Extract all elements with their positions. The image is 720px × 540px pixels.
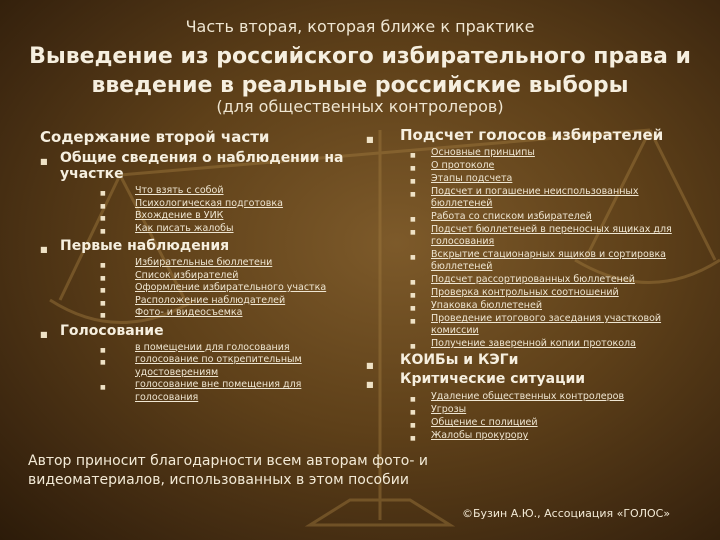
section-voting-list [40,342,360,405]
bullet-icon: ■ [100,227,106,235]
section-koib: ■ КОИБы и КЭГи [366,352,686,369]
list-item[interactable]: ■ Фото- и видеосъемка [40,307,360,320]
acknowledgement-text: Автор приносит благодарности всем авторам фото- и видеоматериалов, использованных в этом пособии [28,453,428,488]
bullet-icon: ■ [410,409,416,416]
list-item[interactable]: ■ Что взять с собой [40,185,360,198]
bullet-icon: ■ [100,359,106,366]
section-first-observations-list [40,257,360,320]
bullet-icon: ■ [100,262,106,269]
bullet-icon: ■ [410,152,416,159]
bullet-icon: ■ [410,343,416,350]
bullet-icon: ■ [410,216,416,223]
copyright-text: ©Бузин А.Ю., Ассоциация «ГОЛОС» [462,507,671,520]
section-voting [40,323,360,339]
bullet-icon: ■ [40,245,48,254]
bullet-icon: ■ [410,178,416,185]
bullet-icon: ■ [410,435,416,442]
list-item[interactable]: ■ О протоколе [366,160,686,172]
bullet-icon: ■ [100,287,106,294]
bullet-icon: ■ [410,318,416,325]
section-critical: ■ Критические ситуации [366,371,686,388]
header-subtitle: Часть вторая, которая ближе к практике [185,17,535,36]
list-item[interactable]: ■ Избирательные бюллетени [40,257,360,270]
page-title: Выведение из российского избирательного права и введение в реальные российские выборы [29,44,691,98]
bullet-icon: ■ [100,215,106,222]
bullet-icon: ■ [100,299,106,307]
counting-list [366,147,686,350]
bullet-icon: ■ [40,329,48,339]
section-label: Голосование [60,322,164,339]
list-item[interactable]: ■ Вхождение в УИК [40,210,360,223]
list-item[interactable]: ■ голосование по открепительным удостоверениям [100,354,302,378]
left-heading: Содержание второй части [40,128,270,146]
section-general [40,150,360,182]
section-label: Общие сведения о наблюдении на участке [60,150,344,182]
list-item[interactable]: ■ Оформление избирательного участка [40,282,360,295]
bullet-icon: ■ [410,422,416,429]
bullet-icon: ■ [410,279,416,286]
bullet-icon: ■ [366,135,374,144]
bullet-icon: ■ [100,312,106,319]
section-general-list [40,185,360,235]
list-item[interactable]: ■ Психологическая подготовка [40,198,360,211]
list-item[interactable]: ■ Проведение итогового заседания участковой комиссии [410,313,662,336]
list-item[interactable]: ■ Подсчет рассортированных бюллетеней [366,274,686,286]
list-item[interactable]: ■ Угрозы [366,404,686,416]
bullet-icon: ■ [410,254,416,261]
list-item[interactable]: ■ Получение заверенной копии протокола [366,338,686,350]
section-first-observations [40,238,360,254]
bullet-icon: ■ [100,190,106,197]
bullet-icon: ■ [100,346,106,354]
list-item[interactable]: ■ Проверка контрольных соотношений [366,287,686,299]
right-heading: ■ Подсчет голосов избирателей [366,126,686,144]
bullet-icon: ■ [100,202,106,210]
left-column [40,128,360,406]
list-item[interactable]: ■ Вскрытие стационарных ящиков и сортировка бюллетеней [410,249,667,272]
list-item[interactable]: ■ Этапы подсчета [366,173,686,185]
list-item[interactable]: ■ Общение с полицией [366,417,686,429]
list-item[interactable]: ■ Работа со списком избирателей [366,211,686,223]
bullet-icon: ■ [410,292,416,299]
bullet-icon: ■ [366,380,374,389]
list-item[interactable]: ■ голосование вне помещения для голосования [100,379,302,403]
list-item[interactable]: ■ Удаление общественных контролеров [366,391,686,403]
list-item[interactable]: ■ Подсчет бюллетеней в переносных ящиках для голосования [410,224,672,247]
bullet-icon: ■ [410,191,416,198]
list-item[interactable]: ■ Упаковка бюллетеней [366,300,686,312]
bullet-icon: ■ [366,361,374,370]
list-item[interactable]: ■ в помещении для голосования [40,342,360,355]
bullet-icon: ■ [410,229,416,236]
bullet-icon: ■ [40,157,48,166]
bullet-icon: ■ [410,396,416,403]
bullet-icon: ■ [100,384,106,391]
bullet-icon: ■ [410,305,416,312]
bullet-icon: ■ [100,274,106,282]
list-item[interactable]: ■ Основные принципы [366,147,686,159]
list-item[interactable]: ■ Как писать жалобы [40,223,360,236]
list-item[interactable]: ■ Список избирателей [40,270,360,283]
list-item[interactable]: ■ Жалобы прокурору [366,430,686,442]
section-label: Первые наблюдения [60,238,230,254]
bullet-icon: ■ [410,165,416,172]
list-item[interactable]: ■ Расположение наблюдателей [40,295,360,308]
list-item[interactable]: ■ Подсчет и погашение неиспользованных бюллетеней [410,186,639,209]
right-column [366,126,686,443]
header-note: (для общественных контролеров) [216,97,504,116]
critical-list [366,391,686,442]
